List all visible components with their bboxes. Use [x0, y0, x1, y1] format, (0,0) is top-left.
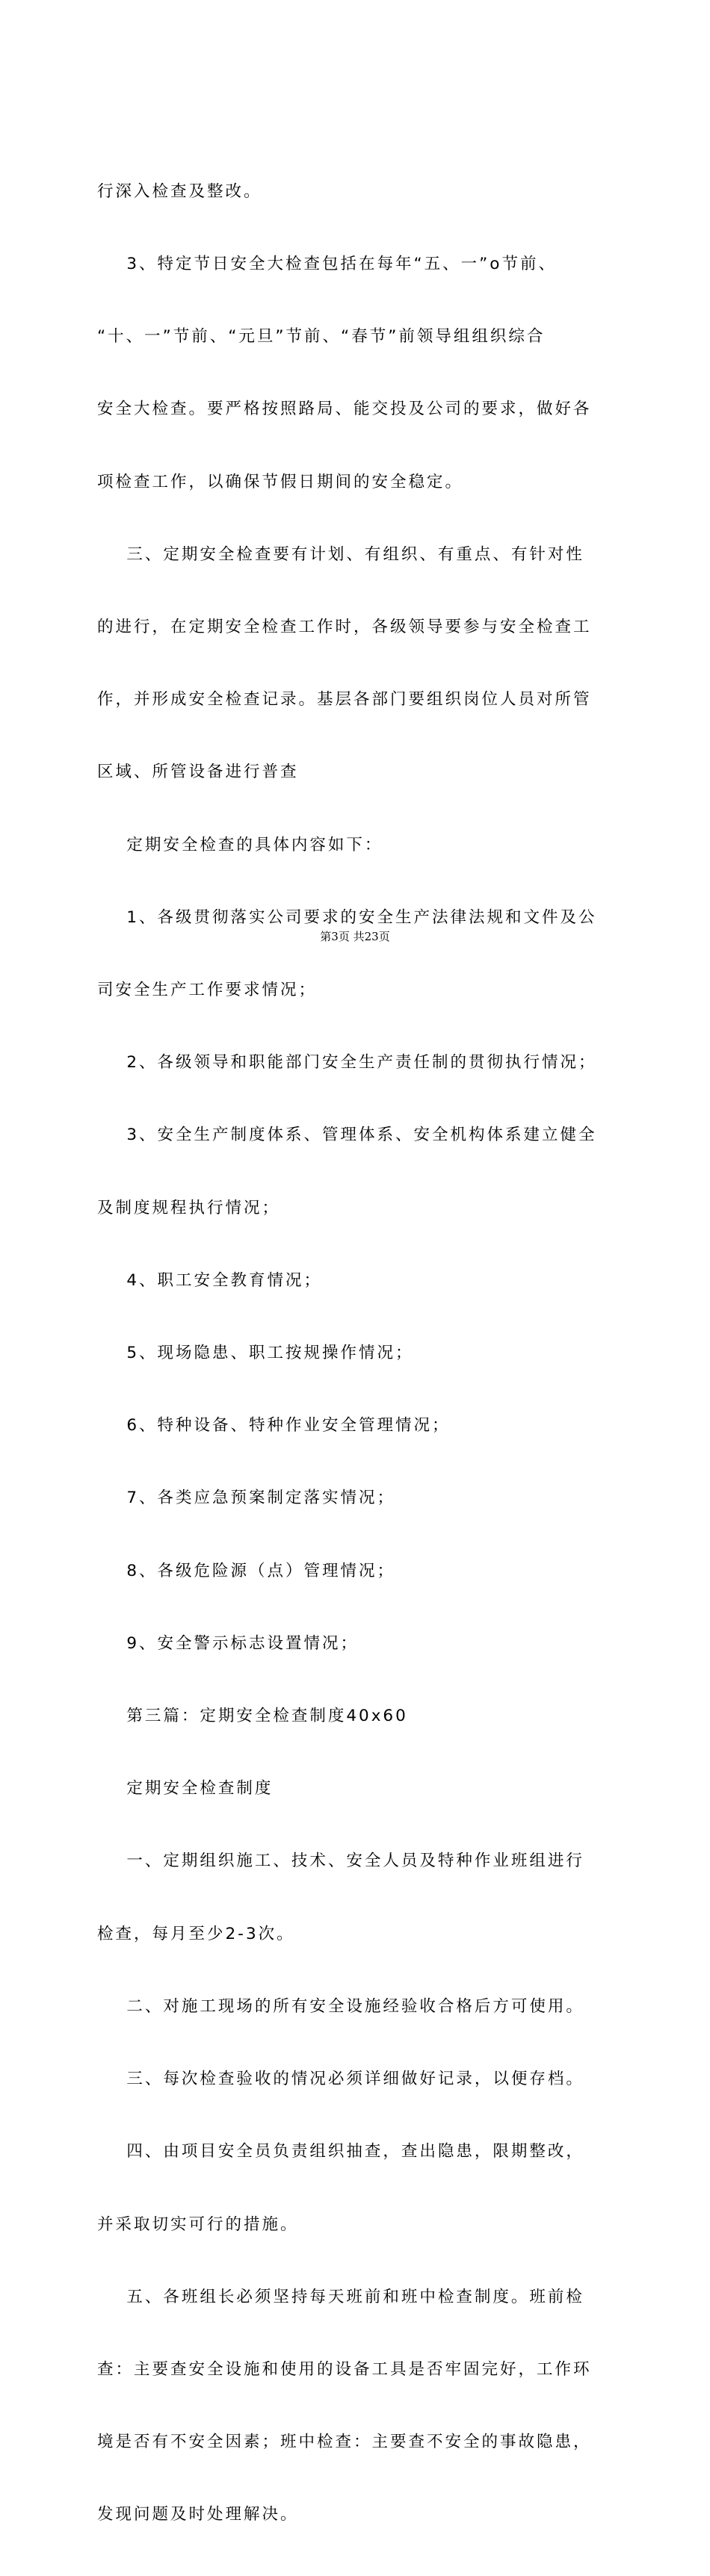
text-line: 司安全生产工作要求情况； — [97, 981, 318, 1000]
text-line: 2、各级领导和职能部门安全生产责任制的贯彻执行情况； — [97, 1053, 597, 1073]
text-line: 及制度规程执行情况； — [97, 1198, 281, 1217]
text-line: 一、定期组织施工、技术、安全人员及特种作业班组进行 — [97, 1852, 584, 1871]
text-line: 行深入检查及整改。 — [97, 181, 262, 201]
text-line: 三、每次检查验收的情况必须详细做好记录，以便存档。 — [97, 2070, 584, 2089]
text-line: 5、现场隐患、职工按规操作情况； — [97, 1344, 414, 1363]
text-line: 9、安全警示标志设置情况； — [97, 1633, 359, 1653]
text-line: 查：主要查安全设施和使用的设备工具是否牢固完好，工作环 — [97, 2359, 592, 2379]
text-line: 定期安全检查的具体内容如下： — [97, 835, 383, 854]
text-line: 6、特种设备、特种作业安全管理情况； — [97, 1416, 451, 1436]
subsection-title: 定期安全检查制度 — [97, 1779, 274, 1798]
text-line: 安全大检查。要严格按照路局、能交投及公司的要求，做好各 — [97, 400, 592, 419]
text-line: 3、安全生产制度体系、管理体系、安全机构体系建立健全 — [97, 1126, 597, 1145]
text-line: 境是否有不安全因素；班中检查：主要查不安全的事故隐患， — [97, 2433, 592, 2452]
text-line: 作，并形成安全检查记录。基层各部门要组织岗位人员对所管 — [97, 690, 592, 710]
page-number-footer: 第3页 共23页 — [320, 930, 390, 943]
text-line: 五、各班组长必须坚持每天班前和班中检查制度。班前检 — [97, 2287, 584, 2306]
text-line: “十、一”节前、“元旦”节前、“春节”前领导组组织综合 — [97, 327, 546, 347]
text-line: 的进行，在定期安全检查工作时，各级领导要参与安全检查工 — [97, 618, 592, 637]
text-line: 4、职工安全教育情况； — [97, 1270, 323, 1290]
text-line: 1、各级贯彻落实公司要求的安全生产法律法规和文件及公 — [97, 907, 597, 927]
text-line: 8、各级危险源（点）管理情况； — [97, 1561, 396, 1580]
text-line: 二、对施工现场的所有安全设施经验收合格后方可使用。 — [97, 1996, 584, 2016]
text-line: 3、特定节日安全大检查包括在每年“五、一”o节前、 — [97, 255, 557, 274]
body-text — [97, 131, 620, 2576]
text-line: 区域、所管设备进行普查 — [97, 763, 299, 782]
text-line: 四、由项目安全员负责组织抽查，查出隐患，限期整改， — [97, 2142, 584, 2161]
text-line: 7、各类应急预案制定落实情况； — [97, 1489, 396, 1508]
text-line: 项检查工作，以确保节假日期间的安全稳定。 — [97, 472, 464, 491]
text-line: 三、定期安全检查要有计划、有组织、有重点、有针对性 — [97, 544, 584, 564]
text-line: 发现问题及时处理解决。 — [97, 2505, 299, 2524]
section-title: 第三篇：定期安全检查制度40x60 — [97, 1707, 408, 1726]
text-line: 并采取切实可行的措施。 — [97, 2215, 299, 2234]
text-line: 检查，每月至少2-3次。 — [97, 1924, 295, 1943]
